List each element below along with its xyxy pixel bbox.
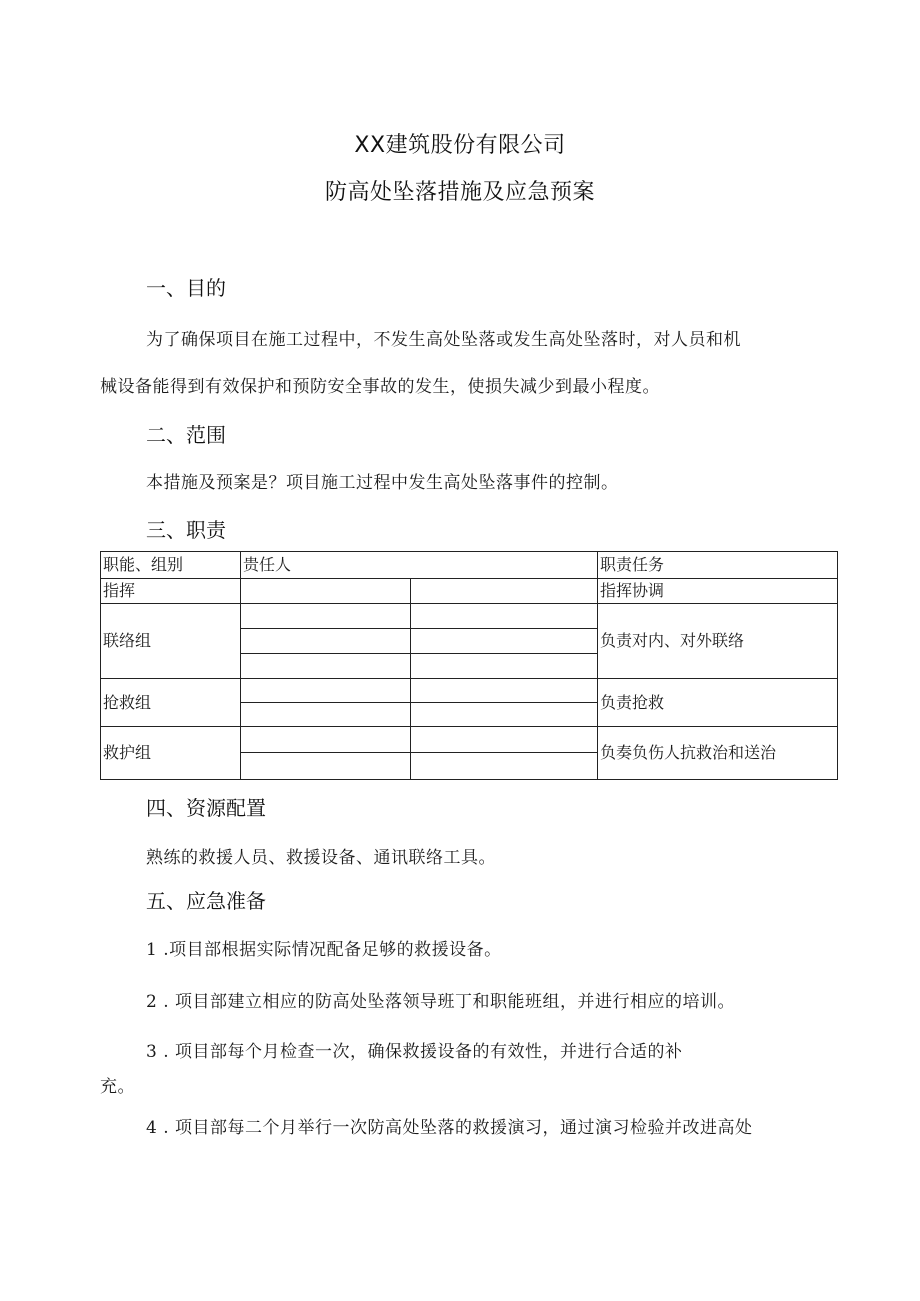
header-group: 职能、组别 — [101, 552, 241, 579]
person-cell — [241, 727, 411, 753]
person-cell — [411, 679, 598, 703]
table-row-command — [101, 579, 838, 604]
person-cell — [411, 579, 598, 604]
person-cell — [241, 654, 411, 679]
person-cell — [411, 753, 598, 780]
preparation-item-3-line2: 充。 — [100, 1077, 135, 1097]
person-cell — [241, 703, 411, 727]
task-rescue: 负责抢救 — [598, 679, 838, 727]
group-liaison: 联络组 — [101, 604, 241, 679]
table-row-rescue — [101, 679, 838, 703]
person-cell — [241, 604, 411, 629]
person-cell — [241, 629, 411, 654]
table-row-aid — [101, 727, 838, 753]
section-heading-purpose: 一、目的 — [146, 276, 226, 300]
preparation-item-2: 2 . 项目部建立相应的防高处坠落领导班丁和职能班组，并进行相应的培训。 — [146, 992, 736, 1012]
person-cell — [411, 703, 598, 727]
person-cell — [241, 579, 411, 604]
task-liaison: 负责对内、对外联络 — [598, 604, 838, 679]
duty-table — [100, 551, 838, 780]
header-task: 职责任务 — [598, 552, 838, 579]
header-person: 贵任人 — [241, 552, 598, 579]
person-cell — [411, 654, 598, 679]
company-name: XX建筑股份有限公司 — [354, 133, 566, 158]
resources-text: 熟练的救援人员、救援设备、通讯联络工具。 — [146, 848, 496, 868]
group-rescue: 抢救组 — [101, 679, 241, 727]
task-command: 指挥协调 — [598, 579, 838, 604]
purpose-text-line2: 械设备能得到有效保护和预防安全事故的发生，使损失减少到最小程度。 — [100, 377, 660, 397]
document-title: 防高处坠落措施及应急预案 — [324, 180, 595, 205]
group-aid: 救护组 — [101, 727, 241, 780]
section-heading-scope: 二、范围 — [146, 423, 226, 447]
preparation-item-1: 1 .项目部根据实际情况配备足够的救援设备。 — [146, 940, 502, 960]
section-heading-preparation: 五、应急准备 — [146, 889, 266, 913]
section-heading-resources: 四、资源配置 — [146, 796, 266, 820]
table-header-row — [101, 552, 838, 579]
person-cell — [411, 629, 598, 654]
person-cell — [241, 679, 411, 703]
purpose-text-line1: 为了确保项目在施工过程中，不发生高处坠落或发生高处坠落时，对人员和机 — [146, 330, 741, 350]
scope-text: 本措施及预案是？项目施工过程中发生高处坠落事件的控制。 — [146, 473, 619, 493]
table-row-liaison — [101, 604, 838, 629]
preparation-item-4: 4 . 项目部每二个月举行一次防高处坠落的救援演习，通过演习检验并改进高处 — [146, 1118, 753, 1138]
group-command: 指挥 — [101, 579, 241, 604]
person-cell — [411, 727, 598, 753]
task-aid: 负奏负伤人抗救治和送治 — [598, 727, 838, 780]
preparation-item-3-line1: 3 . 项目部每个月检查一次，确保救援设备的有效性，并进行合适的补 — [146, 1042, 683, 1062]
person-cell — [241, 753, 411, 780]
section-heading-duties: 三、职责 — [146, 518, 226, 542]
person-cell — [411, 604, 598, 629]
